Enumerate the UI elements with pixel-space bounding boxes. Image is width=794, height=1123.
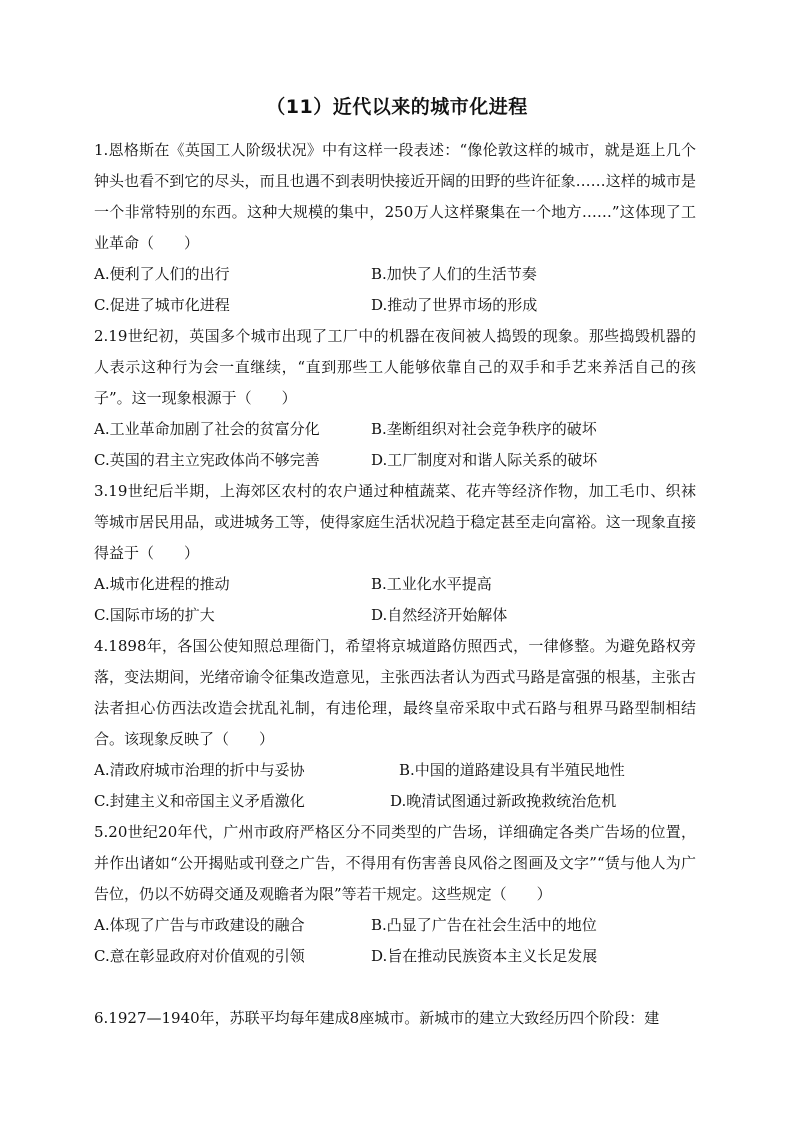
option-c: C.促进了城市化进程 [94, 296, 230, 314]
question-stem: 2.19世纪初，英国多个城市出现了工厂中的机器在夜间被人捣毁的现象。那些捣毁机器的人表示这种行为会一直继续，“直到那些工人能够依靠自己的双手和手艺来养活自己的孩子”。这一现象根源于（ ） [94, 327, 696, 407]
question-3 [94, 476, 696, 631]
question-stem: 4.1898年，各国公使知照总理衙门，希望将京城道路仿照西式，一律修整。为避免路权旁落，变法期间，光绪帝谕令征集改造意见，主张西法者认为西式马路是富强的根基，主张古法者担心仿西法改造会扰乱礼制，有违伦理，最终皇帝采取中式石路与租界马路型制相结合。该现象反映了（ ） [94, 637, 696, 748]
question-1 [94, 135, 696, 321]
options-row [94, 414, 696, 445]
question-stem: 3.19世纪后半期，上海郊区农村的农户通过种植蔬菜、花卉等经济作物，加工毛巾、织袜等城市居民用品，或进城务工等，使得家庭生活状况趋于稳定甚至走向富裕。这一现象直接得益于（ ） [94, 482, 696, 562]
question-stem: 5.20世纪20年代，广州市政府严格区分不同类型的广告场，详细确定各类广告场的位置，并作出诸如“公开揭贴或刊登之广告，不得用有伤害善良风俗之图画及文字”“赁与他人为广告位，仍以不妨碍交通及观瞻者为限”等若干规定。这些规定（ ） [94, 823, 696, 903]
options-row [94, 910, 696, 941]
question-5 [94, 817, 696, 972]
option-a: A.工业革命加剧了社会的贫富分化 [94, 420, 320, 438]
option-c: C.封建主义和帝国主义矛盾激化 [94, 792, 305, 810]
options-row [94, 600, 696, 631]
option-a: A.体现了广告与市政建设的融合 [94, 916, 305, 934]
options-row [94, 786, 696, 817]
question-2 [94, 321, 696, 476]
option-d: D.自然经济开始解体 [371, 606, 508, 624]
option-b: B.垄断组织对社会竞争秩序的破坏 [371, 420, 597, 438]
question-4 [94, 631, 696, 817]
option-d: D.晚清试图通过新政挽救统治危机 [390, 792, 617, 810]
option-a: A.便利了人们的出行 [94, 265, 230, 283]
question-stem: 6.1927—1940年，苏联平均每年建成8座城市。新城市的建立大致经历四个阶段：建 [94, 1009, 660, 1027]
option-c: C.英国的君主立宪政体尚不够完善 [94, 451, 320, 469]
option-b: B.中国的道路建设具有半殖民地性 [399, 761, 625, 779]
options-row [94, 569, 696, 600]
page-title: （11）近代以来的城市化进程 [266, 96, 528, 118]
option-c: C.意在彰显政府对价值观的引领 [94, 947, 305, 965]
options-row [94, 941, 696, 972]
option-a: A.清政府城市治理的折中与妥协 [94, 761, 305, 779]
options-row [94, 755, 696, 786]
options-row [94, 290, 696, 321]
options-row [94, 259, 696, 290]
option-d: D.旨在推动民族资本主义长足发展 [371, 947, 598, 965]
question-stem: 1.恩格斯在《英国工人阶级状况》中有这样一段表述：“像伦敦这样的城市，就是逛上几个钟头也看不到它的尽头，而且也遇不到表明快接近开阔的田野的些许征象……这样的城市是一个非常特别的东西。这种大规模的集中，250万人这样聚集在一个地方……”这体现了工业革命（ ） [94, 141, 696, 252]
option-a: A.城市化进程的推动 [94, 575, 230, 593]
option-d: D.工厂制度对和谐人际关系的破坏 [371, 451, 598, 469]
option-b: B.凸显了广告在社会生活中的地位 [371, 916, 597, 934]
option-b: B.加快了人们的生活节奏 [371, 265, 537, 283]
option-c: C.国际市场的扩大 [94, 606, 215, 624]
question-6 [94, 1003, 696, 1034]
options-row [94, 445, 696, 476]
option-b: B.工业化水平提高 [371, 575, 492, 593]
option-d: D.推动了世界市场的形成 [371, 296, 538, 314]
